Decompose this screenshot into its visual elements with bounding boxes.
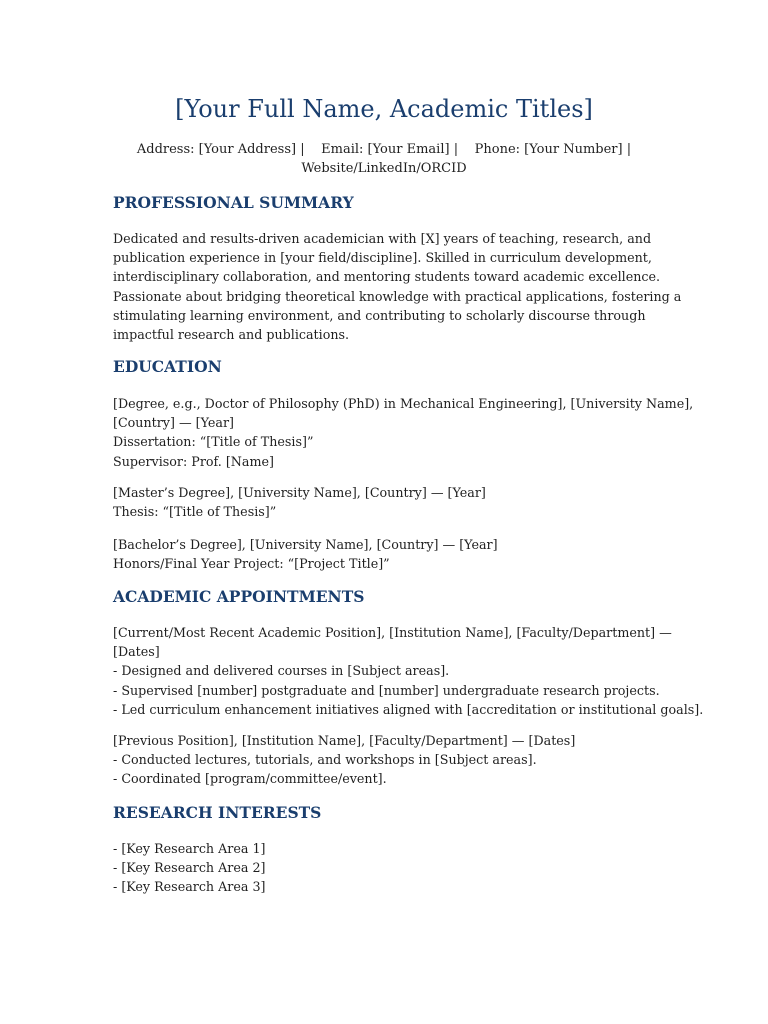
website-text: Website/LinkedIn/ORCID xyxy=(301,161,467,176)
research-item: - [Key Research Area 1] xyxy=(113,841,266,856)
email-text: Email: [Your Email] xyxy=(321,142,450,157)
section-title-research: RESEARCH INTERESTS xyxy=(113,803,322,822)
section-title-education: EDUCATION xyxy=(113,357,222,376)
separator: | xyxy=(626,142,632,157)
summary-line: Passionate about bridging theoretical knowledge with practical applications, fostering a xyxy=(113,288,682,304)
appointment-line: - Supervised [number] postgraduate and [number] undergraduate research projects. xyxy=(113,682,660,698)
education-line: [Country] — [Year] xyxy=(113,415,234,431)
education-line: [Degree, e.g., Doctor of Philosophy (PhD) in Mechanical Engineering], [University Name], xyxy=(113,396,694,411)
full-name-heading: [Your Full Name, Academic Titles] xyxy=(175,95,593,123)
education-line: Thesis: “[Title of Thesis]” xyxy=(113,504,277,520)
education-line: Supervisor: Prof. [Name] xyxy=(113,453,274,469)
summary-paragraph xyxy=(113,229,682,344)
appointment-line: - Designed and delivered courses in [Subject areas]. xyxy=(113,663,450,679)
appointment-line: - Led curriculum enhancement initiatives aligned with [accreditation or institutional goals]. xyxy=(113,701,704,717)
education-line: [Bachelor’s Degree], [University Name], [Country] — [Year] xyxy=(113,537,498,552)
appointment-line: - Coordinated [program/committee/event]. xyxy=(113,771,387,787)
contact-info xyxy=(120,140,648,178)
separator: | xyxy=(300,142,305,157)
education-line: Dissertation: “[Title of Thesis]” xyxy=(113,434,314,450)
research-list xyxy=(113,839,658,897)
phone-text: Phone: [Your Number] xyxy=(474,142,623,157)
appointment-line: [Dates] xyxy=(113,644,160,660)
research-item: - [Key Research Area 3] xyxy=(113,879,266,895)
education-line: Honors/Final Year Project: “[Project Title]” xyxy=(113,556,390,572)
separator: | xyxy=(453,142,459,157)
appointment-current xyxy=(113,623,704,719)
research-item: - [Key Research Area 2] xyxy=(113,860,266,876)
education-masters xyxy=(113,483,658,521)
section-title-appointments: ACADEMIC APPOINTMENTS xyxy=(113,587,365,606)
address-text: Address: [Your Address] xyxy=(136,142,297,157)
appointment-line: [Previous Position], [Institution Name], [Faculty/Department] — [Dates] xyxy=(113,733,576,748)
summary-line: publication experience in [your field/discipline]. Skilled in curriculum development, xyxy=(113,250,652,266)
education-bachelors xyxy=(113,535,658,573)
summary-line: impactful research and publications. xyxy=(113,327,350,343)
section-title-summary: PROFESSIONAL SUMMARY xyxy=(113,193,354,212)
education-phd xyxy=(113,394,694,471)
education-line: [Master’s Degree], [University Name], [Country] — [Year] xyxy=(113,485,486,500)
summary-line: stimulating learning environment, and contributing to scholarly discourse through xyxy=(113,307,646,323)
appointment-previous xyxy=(113,731,658,789)
summary-line: interdisciplinary collaboration, and mentoring students toward academic excellence. xyxy=(113,269,661,285)
appointment-line: [Current/Most Recent Academic Position], [Institution Name], [Faculty/Department] — xyxy=(113,625,672,640)
summary-line: Dedicated and results-driven academician with [X] years of teaching, research, and xyxy=(113,231,652,246)
appointment-line: - Conducted lectures, tutorials, and workshops in [Subject areas]. xyxy=(113,752,537,768)
